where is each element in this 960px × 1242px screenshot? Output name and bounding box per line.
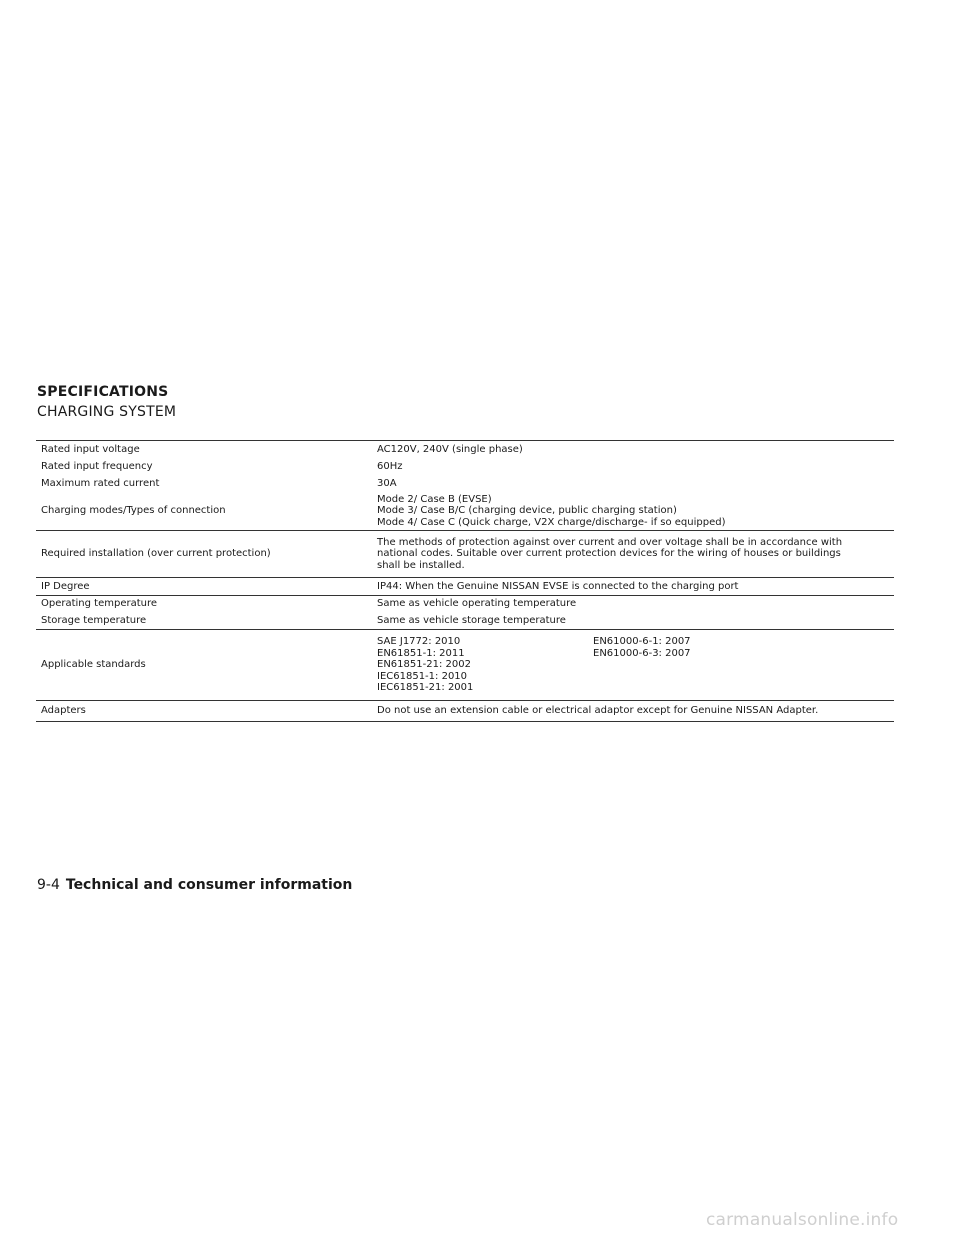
table-row bbox=[36, 700, 894, 721]
value-line: The methods of protection against over current and over voltage shall be in accordance with bbox=[377, 536, 843, 548]
row-value: 30A bbox=[377, 477, 397, 489]
table-row bbox=[36, 530, 894, 577]
page-number: 9-4 bbox=[37, 877, 60, 893]
watermark: carmanualsonline.info bbox=[706, 1210, 899, 1230]
table-row bbox=[36, 577, 894, 595]
value-line: national codes. Suitable over current protection devices for the wiring of houses or buildings bbox=[377, 548, 841, 560]
value-line: Mode 3/ Case B/C (charging device, public charging station) bbox=[377, 505, 677, 517]
table-row bbox=[36, 612, 894, 629]
section-subtitle: CHARGING SYSTEM bbox=[37, 404, 177, 420]
row-value: AC120V, 240V (single phase) bbox=[377, 443, 523, 455]
value-line: IEC61851-21: 2001 bbox=[377, 682, 474, 694]
value-line: shall be installed. bbox=[377, 559, 465, 571]
row-label: Charging modes/Types of connection bbox=[41, 505, 226, 517]
row-value: Same as vehicle operating temperature bbox=[377, 598, 577, 610]
row-label: Required installation (over current protection) bbox=[41, 548, 271, 560]
row-label: IP Degree bbox=[41, 580, 90, 592]
row-value: 60Hz bbox=[377, 460, 403, 472]
row-value bbox=[377, 537, 894, 572]
value-line: EN61000-6-1: 2007 bbox=[593, 636, 691, 648]
section-title: SPECIFICATIONS bbox=[37, 384, 169, 400]
value-line: EN61000-6-3: 2007 bbox=[593, 647, 691, 659]
table-row bbox=[36, 492, 894, 530]
standards-column-right bbox=[593, 636, 809, 659]
row-value: Same as vehicle storage temperature bbox=[377, 614, 566, 626]
row-label: Applicable standards bbox=[41, 659, 146, 671]
row-label: Adapters bbox=[41, 705, 86, 717]
row-value: IP44: When the Genuine NISSAN EVSE is connected to the charging port bbox=[377, 580, 739, 592]
table-row bbox=[36, 475, 894, 492]
table-row bbox=[36, 441, 894, 458]
value-line: EN61851-21: 2002 bbox=[377, 659, 471, 671]
row-value bbox=[377, 636, 894, 694]
value-line: Mode 4/ Case C (Quick charge, V2X charge/discharge- if so equipped) bbox=[377, 516, 726, 528]
value-line: SAE J1772: 2010 bbox=[377, 636, 461, 648]
row-label: Rated input frequency bbox=[41, 460, 153, 472]
row-label: Storage temperature bbox=[41, 614, 147, 626]
value-line: EN61851-1: 2011 bbox=[377, 647, 465, 659]
page-footer bbox=[37, 877, 352, 893]
row-label: Rated input voltage bbox=[41, 443, 140, 455]
row-value: Do not use an extension cable or electrical adaptor except for Genuine NISSAN Adapter. bbox=[377, 705, 819, 717]
chapter-title: Technical and consumer information bbox=[65, 877, 353, 893]
table-row bbox=[36, 595, 894, 612]
value-line: IEC61851-1: 2010 bbox=[377, 670, 468, 682]
row-value bbox=[377, 494, 894, 529]
standards-column-left bbox=[377, 636, 593, 694]
table-row bbox=[36, 458, 894, 475]
value-line: Mode 2/ Case B (EVSE) bbox=[377, 493, 492, 505]
row-label: Operating temperature bbox=[41, 598, 158, 610]
specifications-table bbox=[36, 440, 894, 722]
table-row bbox=[36, 629, 894, 700]
row-label: Maximum rated current bbox=[41, 477, 160, 489]
